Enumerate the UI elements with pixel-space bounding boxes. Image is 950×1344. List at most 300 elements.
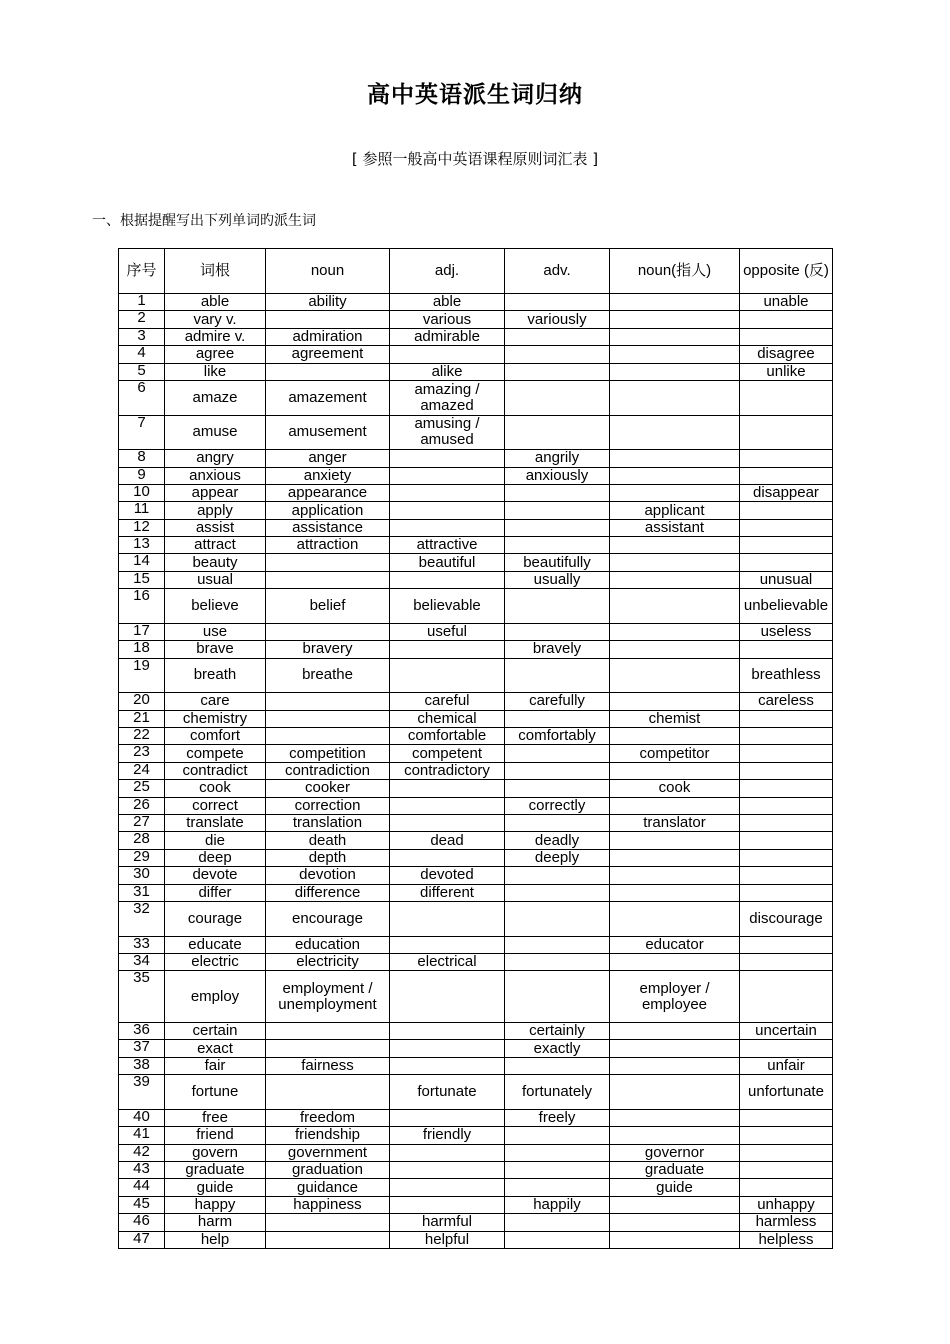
cell-root: admire v. [165,328,266,345]
cell-person-noun: guide [610,1179,740,1196]
cell-number: 10 [119,484,165,501]
cell-opposite: unlike [740,363,833,380]
cell-noun: education [266,936,390,953]
cell-noun: agreement [266,346,390,363]
cell-opposite: useless [740,623,833,640]
cell-root: assist [165,519,266,536]
cell-noun: difference [266,884,390,901]
cell-opposite [740,710,833,727]
cell-opposite [740,728,833,745]
table-body [119,294,833,1249]
table-row [119,589,833,624]
table-row [119,571,833,588]
cell-adj [390,658,505,693]
cell-person-noun [610,346,740,363]
cell-adv: bravely [505,641,610,658]
cell-opposite [740,936,833,953]
cell-person-noun [610,1196,740,1213]
cell-noun: devotion [266,867,390,884]
cell-number: 19 [119,658,165,693]
cell-opposite [740,797,833,814]
table-row [119,971,833,1023]
cell-number: 9 [119,467,165,484]
cell-person-noun [610,953,740,970]
table-row [119,693,833,710]
cell-number: 15 [119,571,165,588]
table-row [119,502,833,519]
cell-person-noun [610,1109,740,1126]
cell-opposite: unfair [740,1057,833,1074]
cell-opposite [740,953,833,970]
cell-number: 16 [119,589,165,624]
cell-adj: friendly [390,1127,505,1144]
cell-person-noun [610,1214,740,1231]
cell-number: 46 [119,1214,165,1231]
cell-noun [266,1023,390,1040]
cell-root: use [165,623,266,640]
cell-adv [505,415,610,450]
cell-noun [266,554,390,571]
cell-adv [505,380,610,415]
cell-adj [390,484,505,501]
cell-adj [390,519,505,536]
cell-person-noun [610,294,740,311]
cell-adv: comfortably [505,728,610,745]
cell-person-noun [610,901,740,936]
cell-root: guide [165,1179,266,1196]
cell-person-noun [610,1023,740,1040]
cell-adj [390,1196,505,1213]
cell-opposite [740,554,833,571]
cell-adj [390,1162,505,1179]
cell-adv: freely [505,1109,610,1126]
cell-adj: dead [390,832,505,849]
cell-person-noun: chemist [610,710,740,727]
cell-adj: different [390,884,505,901]
cell-person-noun: applicant [610,502,740,519]
cell-root: breath [165,658,266,693]
cell-noun: happiness [266,1196,390,1213]
cell-root: educate [165,936,266,953]
cell-person-noun [610,832,740,849]
table-row [119,849,833,866]
cell-adj [390,346,505,363]
table-row [119,1057,833,1074]
cell-person-noun [610,380,740,415]
cell-adv [505,867,610,884]
cell-number: 24 [119,762,165,779]
cell-opposite: harmless [740,1214,833,1231]
cell-opposite [740,450,833,467]
cell-root: believe [165,589,266,624]
cell-opposite: disagree [740,346,833,363]
cell-noun: electricity [266,953,390,970]
cell-adv: carefully [505,693,610,710]
cell-adv [505,884,610,901]
table-row [119,710,833,727]
cell-noun [266,311,390,328]
cell-root: correct [165,797,266,814]
cell-number: 17 [119,623,165,640]
cell-person-noun [610,867,740,884]
table-row [119,901,833,936]
cell-noun [266,710,390,727]
cell-root: harm [165,1214,266,1231]
cell-adj: comfortable [390,728,505,745]
cell-adj: contradictory [390,762,505,779]
table-row [119,641,833,658]
cell-adj: amusing / amused [390,415,505,450]
table-row [119,1231,833,1248]
cell-person-noun [610,1127,740,1144]
cell-adv [505,745,610,762]
cell-opposite [740,1040,833,1057]
cell-noun: contradiction [266,762,390,779]
cell-adj [390,780,505,797]
cell-noun: fairness [266,1057,390,1074]
cell-number: 42 [119,1144,165,1161]
cell-noun: anxiety [266,467,390,484]
cell-adv [505,1214,610,1231]
table-row [119,537,833,554]
cell-noun: amusement [266,415,390,450]
cell-number: 35 [119,971,165,1023]
cell-person-noun [610,762,740,779]
cell-noun [266,363,390,380]
cell-noun: friendship [266,1127,390,1144]
cell-adj: amazing / amazed [390,380,505,415]
cell-opposite [740,1179,833,1196]
cell-number: 18 [119,641,165,658]
cell-root: angry [165,450,266,467]
cell-adj: admirable [390,328,505,345]
cell-number: 2 [119,311,165,328]
cell-number: 20 [119,693,165,710]
cell-opposite [740,467,833,484]
cell-adj [390,450,505,467]
table-row [119,467,833,484]
header-number: 序号 [119,249,165,294]
cell-person-noun: competitor [610,745,740,762]
cell-opposite [740,867,833,884]
cell-person-noun [610,328,740,345]
cell-number: 32 [119,901,165,936]
table-row [119,484,833,501]
cell-opposite [740,1127,833,1144]
cell-adv [505,1144,610,1161]
cell-adv: correctly [505,797,610,814]
cell-adj: able [390,294,505,311]
cell-root: attract [165,537,266,554]
cell-person-noun [610,589,740,624]
cell-root: translate [165,814,266,831]
cell-adj: harmful [390,1214,505,1231]
table-row [119,884,833,901]
cell-adj [390,502,505,519]
cell-opposite [740,814,833,831]
cell-adv [505,1057,610,1074]
cell-person-noun [610,693,740,710]
cell-adj [390,1109,505,1126]
cell-root: devote [165,867,266,884]
cell-number: 8 [119,450,165,467]
cell-number: 29 [119,849,165,866]
cell-adv [505,953,610,970]
cell-noun: correction [266,797,390,814]
cell-person-noun [610,363,740,380]
cell-adv [505,363,610,380]
cell-root: govern [165,1144,266,1161]
cell-adv: happily [505,1196,610,1213]
cell-opposite [740,832,833,849]
cell-adj [390,1179,505,1196]
cell-root: help [165,1231,266,1248]
cell-adv [505,936,610,953]
cell-noun: appearance [266,484,390,501]
cell-noun: employment / unemployment [266,971,390,1023]
cell-noun: amazement [266,380,390,415]
page-subtitle: [ 参照一般高中英语课程原则词汇表 ] [351,150,599,168]
cell-number: 21 [119,710,165,727]
cell-opposite: breathless [740,658,833,693]
cell-number: 27 [119,814,165,831]
cell-opposite: unhappy [740,1196,833,1213]
cell-adj: helpful [390,1231,505,1248]
cell-noun [266,1231,390,1248]
cell-opposite [740,849,833,866]
cell-number: 37 [119,1040,165,1057]
cell-person-noun [610,1057,740,1074]
table-row [119,1109,833,1126]
cell-opposite: unfortunate [740,1075,833,1110]
cell-opposite: discourage [740,901,833,936]
table-row [119,780,833,797]
cell-root: usual [165,571,266,588]
cell-opposite [740,415,833,450]
cell-root: courage [165,901,266,936]
cell-adv [505,901,610,936]
cell-noun: application [266,502,390,519]
cell-noun: attraction [266,537,390,554]
cell-adv [505,762,610,779]
cell-opposite: careless [740,693,833,710]
cell-number: 7 [119,415,165,450]
cell-person-noun [610,484,740,501]
cell-person-noun [610,537,740,554]
cell-adv: certainly [505,1023,610,1040]
cell-root: deep [165,849,266,866]
cell-opposite [740,311,833,328]
cell-opposite: unable [740,294,833,311]
cell-noun: government [266,1144,390,1161]
cell-root: appear [165,484,266,501]
table-row [119,415,833,450]
cell-root: brave [165,641,266,658]
cell-adv [505,328,610,345]
cell-opposite [740,1162,833,1179]
cell-number: 28 [119,832,165,849]
cell-adv: fortunately [505,1075,610,1110]
cell-opposite [740,537,833,554]
cell-noun: competition [266,745,390,762]
table-row [119,1040,833,1057]
cell-adj [390,849,505,866]
cell-adj [390,641,505,658]
cell-adv [505,658,610,693]
cell-number: 40 [119,1109,165,1126]
cell-adv [505,971,610,1023]
cell-root: differ [165,884,266,901]
cell-adj: useful [390,623,505,640]
cell-person-noun: graduate [610,1162,740,1179]
cell-number: 30 [119,867,165,884]
cell-noun [266,1075,390,1110]
cell-adv [505,346,610,363]
table-row [119,814,833,831]
cell-number: 33 [119,936,165,953]
cell-opposite [740,884,833,901]
cell-opposite [740,328,833,345]
header-noun: noun [266,249,390,294]
cell-noun [266,1214,390,1231]
cell-root: vary v. [165,311,266,328]
cell-adj: competent [390,745,505,762]
cell-adv [505,780,610,797]
cell-adv [505,537,610,554]
cell-person-noun: cook [610,780,740,797]
cell-root: fair [165,1057,266,1074]
cell-adj [390,901,505,936]
cell-number: 22 [119,728,165,745]
cell-noun: ability [266,294,390,311]
header-adv: adv. [505,249,610,294]
cell-person-noun [610,849,740,866]
header-adj: adj. [390,249,505,294]
cell-number: 3 [119,328,165,345]
table-row [119,623,833,640]
table-row [119,1075,833,1110]
table-row [119,363,833,380]
cell-person-noun [610,571,740,588]
cell-noun: belief [266,589,390,624]
cell-root: beauty [165,554,266,571]
cell-root: contradict [165,762,266,779]
cell-root: compete [165,745,266,762]
cell-adj [390,971,505,1023]
cell-root: happy [165,1196,266,1213]
cell-person-noun: governor [610,1144,740,1161]
cell-adv [505,623,610,640]
table-row [119,953,833,970]
cell-adv: beautifully [505,554,610,571]
cell-number: 1 [119,294,165,311]
cell-root: fortune [165,1075,266,1110]
cell-noun: cooker [266,780,390,797]
cell-number: 38 [119,1057,165,1074]
cell-adj: electrical [390,953,505,970]
cell-adv: deeply [505,849,610,866]
table-row [119,745,833,762]
cell-adv [505,1162,610,1179]
cell-number: 26 [119,797,165,814]
page-title: 高中英语派生词归纳 [367,82,583,108]
cell-person-noun [610,554,740,571]
cell-root: employ [165,971,266,1023]
cell-adv [505,1231,610,1248]
cell-adj: devoted [390,867,505,884]
cell-noun: anger [266,450,390,467]
cell-adv [505,519,610,536]
cell-person-noun [610,1040,740,1057]
cell-person-noun: assistant [610,519,740,536]
cell-number: 11 [119,502,165,519]
cell-adj: alike [390,363,505,380]
header-person-noun: noun(指人) [610,249,740,294]
cell-adv [505,294,610,311]
cell-number: 34 [119,953,165,970]
cell-person-noun [610,797,740,814]
table-row [119,294,833,311]
cell-noun: translation [266,814,390,831]
cell-root: certain [165,1023,266,1040]
cell-number: 45 [119,1196,165,1213]
cell-root: like [165,363,266,380]
cell-opposite [740,971,833,1023]
table-row [119,311,833,328]
cell-adj [390,1057,505,1074]
cell-adj [390,1040,505,1057]
cell-noun: death [266,832,390,849]
table-row [119,450,833,467]
cell-number: 47 [119,1231,165,1248]
cell-number: 4 [119,346,165,363]
cell-person-noun [610,623,740,640]
cell-adv: angrily [505,450,610,467]
cell-person-noun [610,641,740,658]
cell-root: apply [165,502,266,519]
cell-number: 39 [119,1075,165,1110]
cell-person-noun [610,658,740,693]
cell-number: 13 [119,537,165,554]
cell-adv: deadly [505,832,610,849]
cell-root: able [165,294,266,311]
cell-adj [390,1144,505,1161]
cell-adj [390,936,505,953]
cell-adv: usually [505,571,610,588]
cell-adv: variously [505,311,610,328]
cell-person-noun: educator [610,936,740,953]
cell-person-noun: employer / employee [610,971,740,1023]
cell-number: 5 [119,363,165,380]
header-opposite: opposite (反) [740,249,833,294]
table-row [119,1196,833,1213]
cell-number: 44 [119,1179,165,1196]
table-header-row [119,249,833,294]
cell-adj: attractive [390,537,505,554]
cell-person-noun: translator [610,814,740,831]
cell-adj [390,814,505,831]
cell-noun [266,623,390,640]
cell-opposite: helpless [740,1231,833,1248]
cell-person-noun [610,467,740,484]
cell-opposite [740,1109,833,1126]
cell-adj [390,797,505,814]
cell-root: exact [165,1040,266,1057]
cell-noun: breathe [266,658,390,693]
cell-root: chemistry [165,710,266,727]
cell-root: die [165,832,266,849]
cell-person-noun [610,415,740,450]
